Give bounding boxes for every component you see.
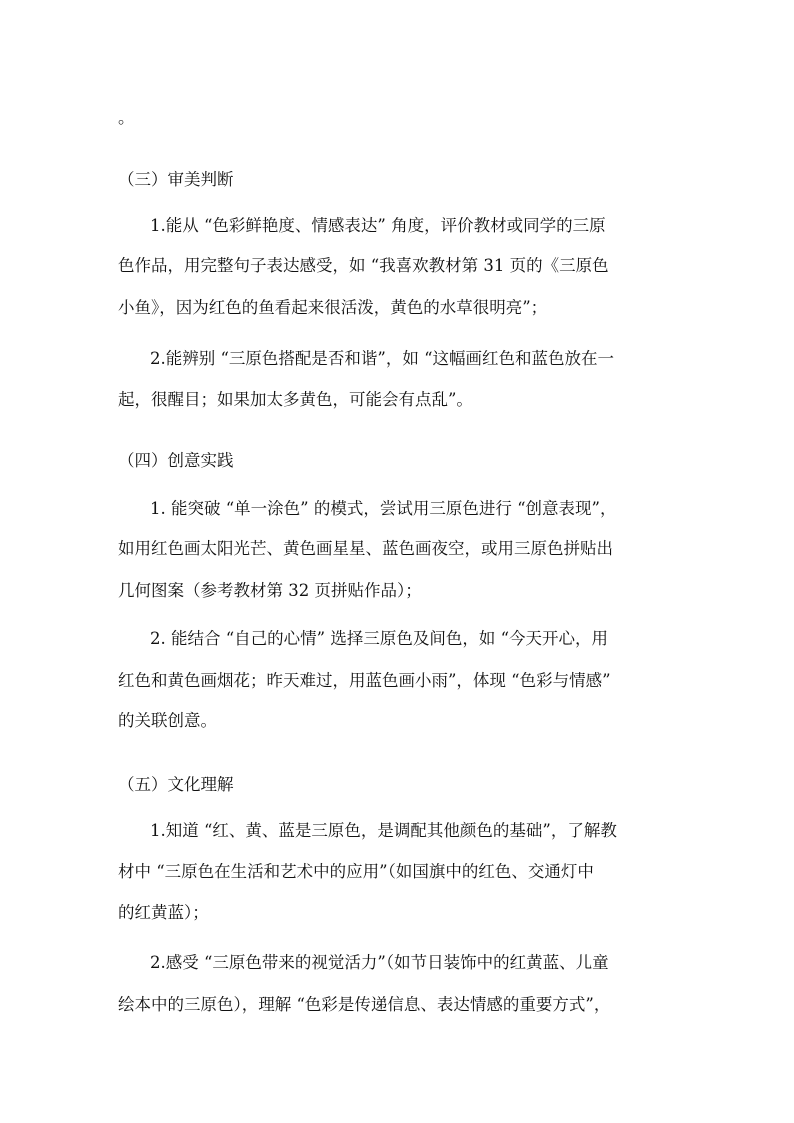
paragraph-line: 起，很醒目；如果加太多黄色，可能会有点乱”。 (118, 390, 473, 409)
paragraph-line: 如用红色画太阳光芒、黄色画星星、蓝色画夜空，或用三原色拼贴出 (118, 539, 613, 558)
paragraph-line: 小鱼》，因为红色的鱼看起来很活泼，黄色的水草很明亮”； (118, 298, 548, 317)
section-heading-creative-practice: （四）创意实践 (118, 451, 234, 470)
paragraph-line: 2.感受 “三原色带来的视觉活力”（如节日装饰中的红黄蓝、儿童 (150, 953, 609, 972)
paragraph-line: 2. 能结合 “自己的心情” 选择三原色及间色，如 “今天开心，用 (150, 629, 609, 648)
section-heading-cultural-understanding: （五）文化理解 (118, 775, 234, 794)
paragraph-line: 1.能从 “色彩鲜艳度、情感表达” 角度，评价教材或同学的三原 (150, 216, 606, 235)
paragraph-line: 1.知道 “红、黄、蓝是三原色，是调配其他颜色的基础”，了解教 (150, 821, 617, 840)
paragraph-line: 红色和黄色画烟花；昨天难过，用蓝色画小雨”，体现 “色彩与情感” (118, 671, 611, 690)
paragraph-line: 材中 “三原色在生活和艺术中的应用”（如国旗中的红色、交通灯中 (118, 862, 594, 881)
section-heading-aesthetic-judgment: （三）审美判断 (118, 170, 234, 189)
paragraph-line: 的关联创意。 (118, 711, 217, 730)
paragraph-line: 几何图案（参考教材第 32 页拼贴作品）； (118, 581, 422, 600)
paragraph-line: 色作品，用完整句子表达感受，如 “我喜欢教材第 31 页的《三原色 (118, 256, 609, 275)
paragraph-line: 的红黄蓝）； (118, 903, 209, 922)
leading-punctuation: 。 (118, 108, 135, 127)
paragraph-line: 绘本中的三原色），理解 “色彩是传递信息、表达情感的重要方式”， (118, 995, 611, 1014)
paragraph-line: 1. 能突破 “单一涂色” 的模式，尝试用三原色进行 “创意表现”， (150, 499, 617, 518)
paragraph-line: 2.能辨别 “三原色搭配是否和谐”，如 “这幅画红色和蓝色放在一 (150, 349, 615, 368)
